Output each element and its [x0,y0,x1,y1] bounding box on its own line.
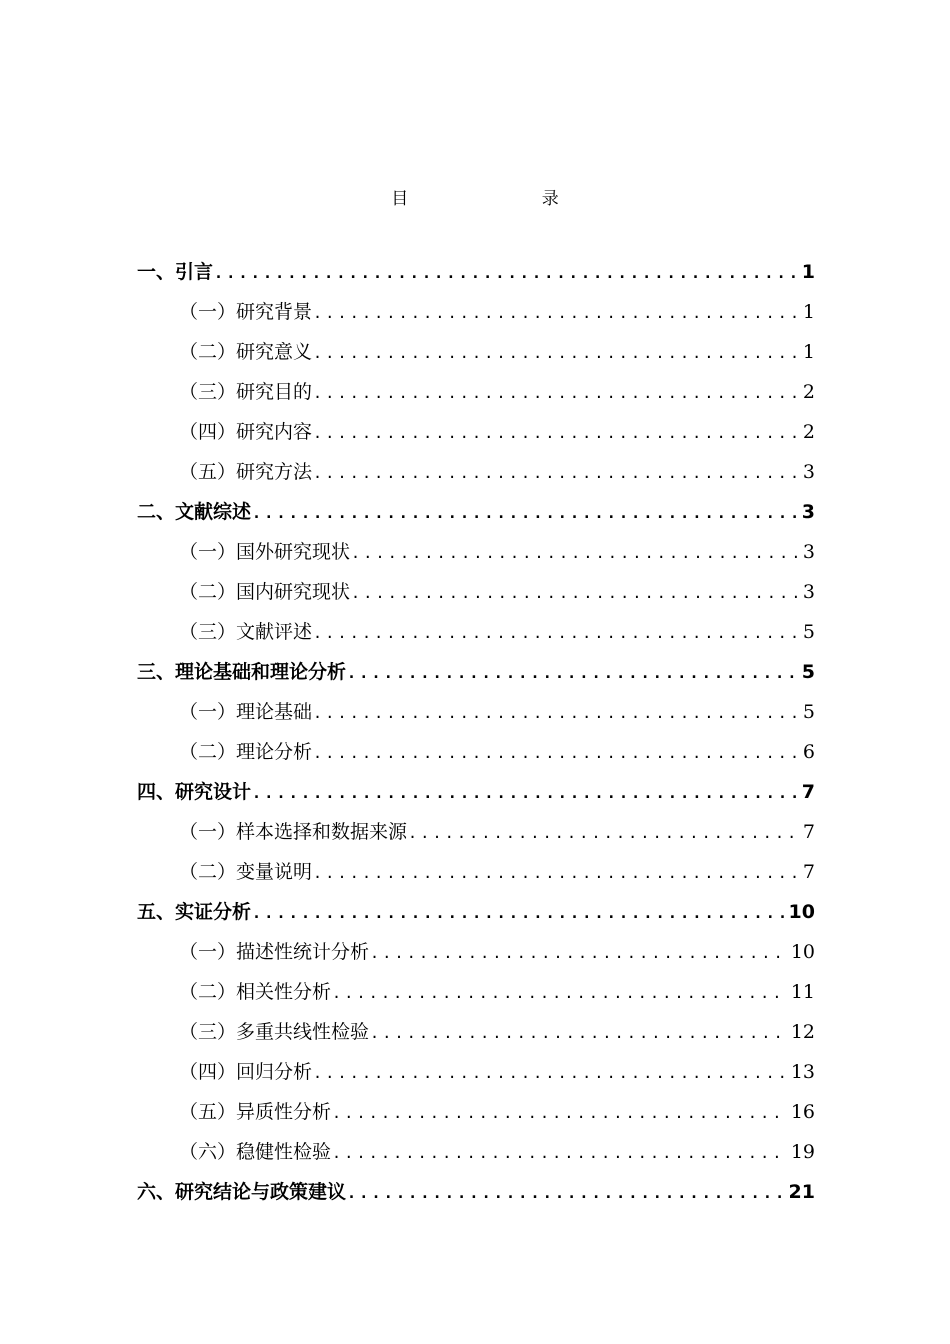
table-of-contents [137,252,815,1212]
toc-chapter-entry[interactable] [137,1172,815,1212]
toc-dot-leader [332,973,788,1013]
toc-section-entry[interactable] [137,1012,815,1052]
toc-section-entry[interactable] [137,372,815,412]
toc-dot-leader [313,1053,788,1093]
toc-page-number: 1 [802,301,815,323]
toc-entry-number: （二） [179,581,237,603]
toc-entry-label: 研究背景 [236,301,313,323]
toc-section-entry[interactable] [137,452,815,492]
toc-chapter-entry[interactable] [137,772,815,812]
toc-page-number: 5 [802,701,815,723]
toc-section-entry[interactable] [137,612,815,652]
toc-dot-leader [351,533,800,573]
toc-dot-leader [313,413,800,453]
toc-entry-number: （六） [179,1141,237,1163]
toc-chapter-entry[interactable] [137,492,815,532]
toc-page-number: 13 [790,1061,815,1083]
toc-entry-number: （五） [179,1101,237,1123]
toc-dot-leader [347,1173,786,1213]
toc-entry-label: 研究方法 [236,461,313,483]
toc-entry-label: 国外研究现状 [236,541,351,563]
toc-entry-number: （一） [179,701,237,723]
toc-entry-number: （三） [179,381,237,403]
toc-chapter-entry[interactable] [137,252,815,292]
toc-dot-leader [332,1133,788,1173]
toc-section-entry[interactable] [137,292,815,332]
toc-entry-label: 理论分析 [236,741,313,763]
toc-page-number: 16 [790,1101,815,1123]
toc-page-number: 7 [802,861,815,883]
toc-section-entry[interactable] [137,972,815,1012]
toc-entry-label: 变量说明 [236,861,313,883]
toc-entry-label: 国内研究现状 [236,581,351,603]
toc-entry-number: 一、 [137,261,176,283]
toc-page-number: 3 [801,501,815,523]
toc-entry-label: 多重共线性检验 [236,1021,370,1043]
toc-entry-number: （二） [179,981,237,1003]
toc-entry-number: （一） [179,821,237,843]
toc-entry-label: 研究意义 [236,341,313,363]
toc-section-entry[interactable] [137,812,815,852]
toc-dot-leader [332,1093,788,1133]
toc-dot-leader [313,293,800,333]
toc-entry-number: （一） [179,301,237,323]
toc-entry-label: 异质性分析 [236,1101,332,1123]
toc-entry-label: 理论基础和理论分析 [175,661,347,683]
toc-entry-number: （二） [179,341,237,363]
toc-entry-label: 研究目的 [236,381,313,403]
toc-entry-number: （三） [179,621,237,643]
toc-entry-number: （五） [179,461,237,483]
toc-page-number: 3 [802,581,815,603]
toc-entry-label: 稳健性检验 [236,1141,332,1163]
toc-page-number: 1 [802,341,815,363]
toc-dot-leader [313,853,800,893]
toc-page-number: 1 [801,261,815,283]
toc-entry-number: 四、 [137,781,176,803]
toc-page-number: 3 [802,541,815,563]
toc-entry-label: 研究结论与政策建议 [175,1181,347,1203]
toc-page-number: 2 [802,421,815,443]
toc-dot-leader [370,1013,788,1053]
toc-dot-leader [252,773,799,813]
toc-page-number: 2 [802,381,815,403]
toc-dot-leader [351,573,800,613]
toc-dot-leader [313,453,800,493]
toc-page-number: 19 [790,1141,815,1163]
toc-dot-leader [252,493,799,533]
toc-entry-label: 文献评述 [236,621,313,643]
toc-dot-leader [313,373,800,413]
toc-entry-label: 相关性分析 [236,981,332,1003]
toc-section-entry[interactable] [137,732,815,772]
toc-section-entry[interactable] [137,532,815,572]
toc-section-entry[interactable] [137,932,815,972]
toc-dot-leader [347,653,799,693]
toc-entry-number: 三、 [137,661,176,683]
toc-dot-leader [313,333,800,373]
toc-page-number: 21 [788,1181,815,1203]
toc-entry-number: （一） [179,541,237,563]
toc-entry-number: （三） [179,1021,237,1043]
toc-dot-leader [370,933,788,973]
toc-dot-leader [313,613,800,653]
toc-entry-label: 样本选择和数据来源 [236,821,408,843]
toc-entry-label: 研究内容 [236,421,313,443]
toc-entry-label: 理论基础 [236,701,313,723]
toc-entry-label: 文献综述 [175,501,252,523]
toc-entry-label: 描述性统计分析 [236,941,370,963]
toc-entry-label: 引言 [175,261,214,283]
toc-page-number: 6 [802,741,815,763]
toc-dot-leader [313,733,800,773]
toc-entry-number: 六、 [137,1181,176,1203]
toc-dot-leader [408,813,800,853]
toc-dot-leader [214,253,799,293]
toc-page-number: 12 [790,1021,815,1043]
toc-entry-label: 实证分析 [175,901,252,923]
toc-section-entry[interactable] [137,1092,815,1132]
toc-entry-number: 二、 [137,501,176,523]
toc-section-entry[interactable] [137,1132,815,1172]
toc-dot-leader [313,693,800,733]
toc-entry-number: （一） [179,941,237,963]
toc-section-entry[interactable] [137,412,815,452]
toc-chapter-entry[interactable] [137,892,815,932]
toc-page-number: 3 [802,461,815,483]
toc-entry-number: （四） [179,1061,237,1083]
toc-page-number: 11 [790,981,815,1003]
page-title: 目 录 [391,189,623,209]
toc-entry-label: 回归分析 [236,1061,313,1083]
toc-section-entry[interactable] [137,332,815,372]
toc-entry-label: 研究设计 [175,781,252,803]
toc-section-entry[interactable] [137,852,815,892]
toc-entry-number: （二） [179,741,237,763]
toc-dot-leader [252,893,786,933]
toc-page-number: 7 [801,781,815,803]
toc-page-number: 10 [790,941,815,963]
toc-entry-number: （二） [179,861,237,883]
toc-page-number: 10 [788,901,815,923]
toc-page-number: 5 [802,621,815,643]
toc-page-number: 5 [801,661,815,683]
toc-section-entry[interactable] [137,692,815,732]
toc-section-entry[interactable] [137,572,815,612]
toc-chapter-entry[interactable] [137,652,815,692]
toc-section-entry[interactable] [137,1052,815,1092]
toc-page-number: 7 [802,821,815,843]
toc-entry-number: 五、 [137,901,176,923]
toc-entry-number: （四） [179,421,237,443]
